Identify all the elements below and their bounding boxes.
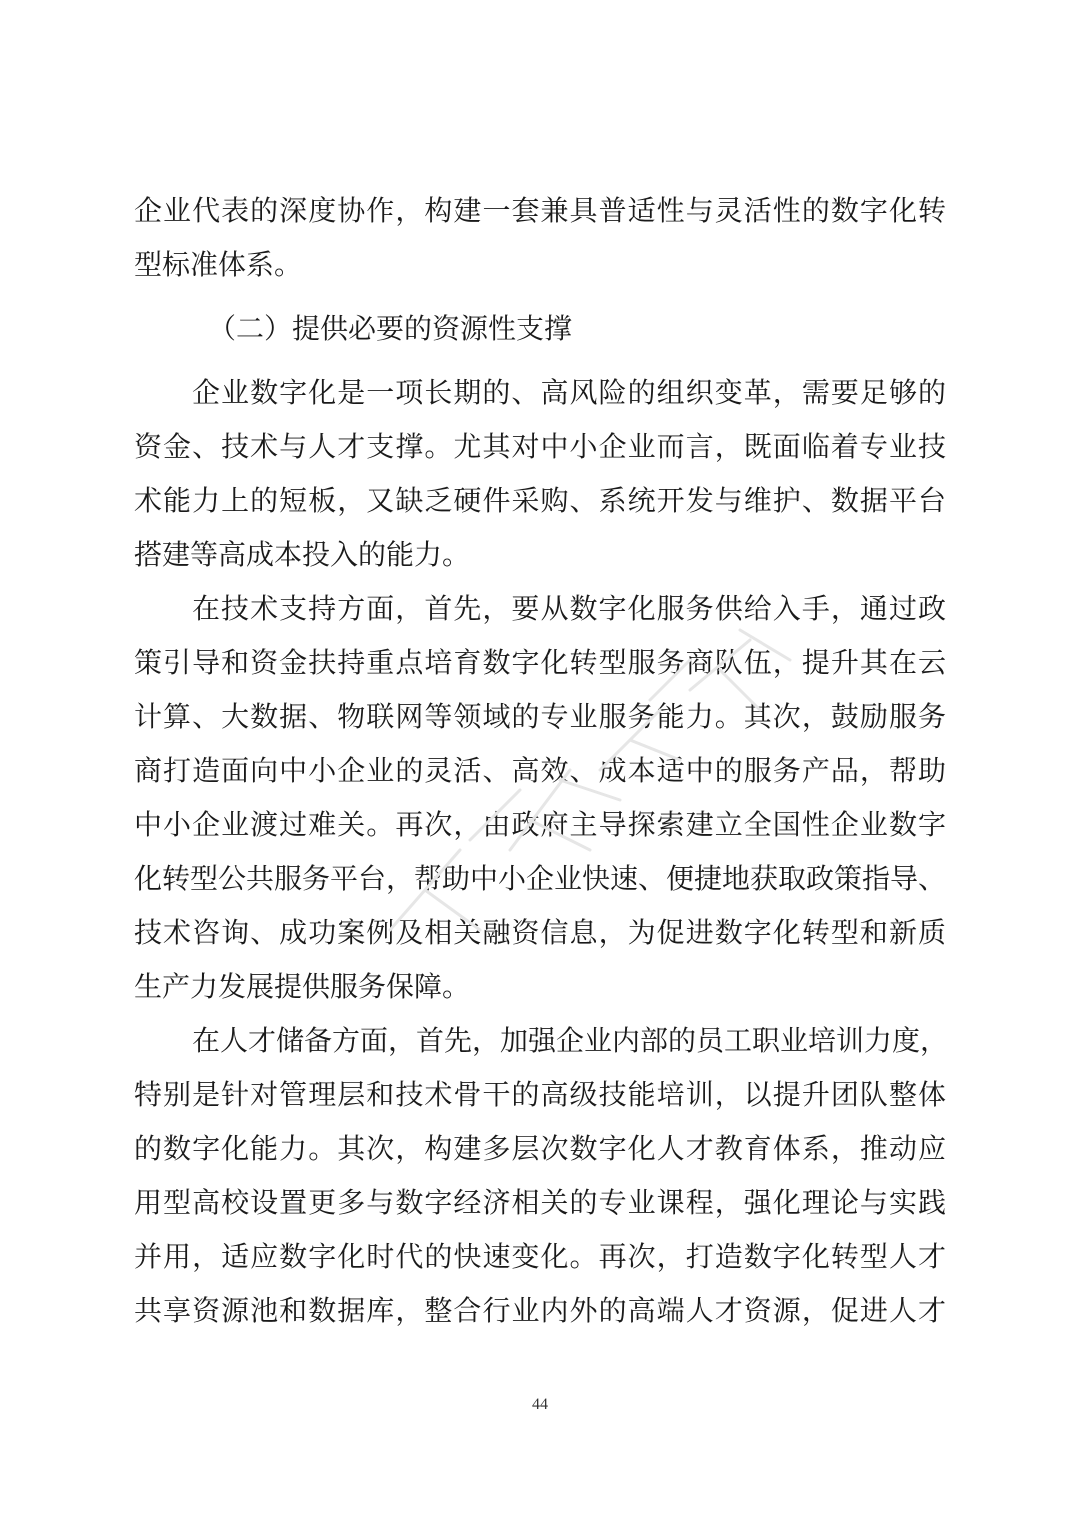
text-line: 策引导和资金扶持重点培育数字化转型服务商队伍，提升其在云 (134, 646, 946, 679)
text-line: 企业代表的深度协作，构建一套兼具普适性与灵活性的数字化转 (134, 194, 946, 227)
section-heading: （二）提供必要的资源性支撑 (208, 312, 573, 345)
text-line: 技术咨询、成功案例及相关融资信息，为促进数字化转型和新质 (134, 916, 946, 949)
text-line: 的数字化能力。其次，构建多层次数字化人才教育体系，推动应 (134, 1132, 946, 1165)
text-line: 资金、技术与人才支撑。尤其对中小企业而言，既面临着专业技 (134, 430, 946, 463)
text-line: 型标准体系。 (134, 248, 303, 281)
body-text (134, 184, 949, 1338)
text-line: 术能力上的短板，又缺乏硬件采购、系统开发与维护、数据平台 (134, 484, 946, 517)
text-line: 用型高校设置更多与数字经济相关的专业课程，强化理论与实践 (134, 1186, 946, 1219)
text-line: 并用，适应数字化时代的快速变化。再次，打造数字化转型人才 (134, 1240, 946, 1273)
page-number: 44 (532, 1396, 548, 1413)
text-line: 商打造面向中小企业的灵活、高效、成本适中的服务产品，帮助 (134, 754, 946, 787)
text-line: 共享资源池和数据库，整合行业内外的高端人才资源，促进人才 (134, 1294, 946, 1327)
text-line: 搭建等高成本投入的能力。 (134, 538, 471, 571)
text-line: 计算、大数据、物联网等领域的专业服务能力。其次，鼓励服务 (134, 700, 946, 733)
text-line: 生产力发展提供服务保障。 (134, 970, 471, 1003)
text-line: 在人才储备方面，首先，加强企业内部的员工职业培训力度， (192, 1024, 949, 1057)
text-line: 中小企业渡过难关。再次，由政府主导探索建立全国性企业数字 (134, 808, 946, 841)
text-line: 在技术支持方面，首先，要从数字化服务供给入手，通过政 (192, 592, 946, 625)
text-line: 特别是针对管理层和技术骨干的高级技能培训，以提升团队整体 (134, 1078, 946, 1111)
text-line: 化转型公共服务平台，帮助中小企业快速、便捷地获取政策指导、 (134, 862, 947, 895)
text-line: 企业数字化是一项长期的、高风险的组织变革，需要足够的 (192, 376, 946, 409)
